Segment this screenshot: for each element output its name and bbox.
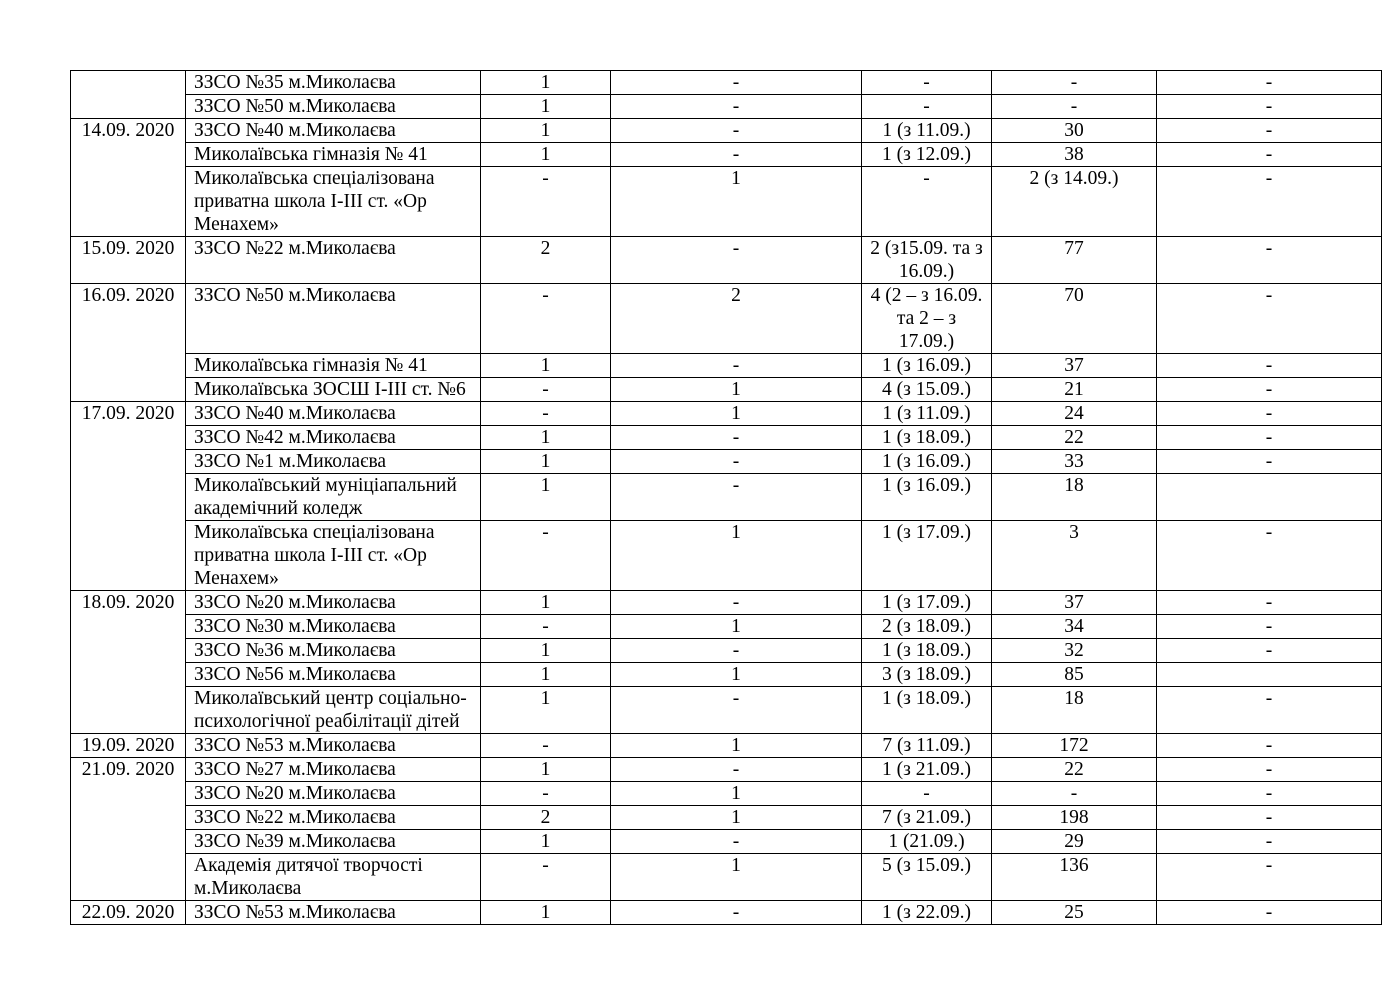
note-cell: - [1157,378,1382,402]
note-cell: - [1157,119,1382,143]
table-row [71,521,1382,591]
table-row [71,854,1382,901]
note-cell: - [1157,95,1382,119]
note-cell: - [1157,402,1382,426]
count-cell: 1 [481,687,611,734]
total-cell: 29 [992,830,1157,854]
total-cell: 25 [992,901,1157,925]
institution-cell: Миколаївська гімназія № 41 [186,143,481,167]
note-cell: - [1157,284,1382,354]
count-cell: 1 [481,95,611,119]
date-cell: 14.09. 2020 [71,119,186,237]
table-row [71,450,1382,474]
count-cell: 2 [481,806,611,830]
table-row [71,95,1382,119]
count-cell: 1 [611,782,862,806]
count-cell: 1 [481,591,611,615]
institution-cell: ЗЗСО №22 м.Миколаєва [186,806,481,830]
total-cell: 136 [992,854,1157,901]
count-cell: - [611,474,862,521]
count-cell: 1 [611,734,862,758]
count-cell: - [481,284,611,354]
date-range-cell: 5 (з 15.09.) [862,854,992,901]
date-range-cell: 1 (21.09.) [862,830,992,854]
date-range-cell: 1 (з 17.09.) [862,591,992,615]
institution-cell: ЗЗСО №20 м.Миколаєва [186,782,481,806]
count-cell: - [481,402,611,426]
table-row [71,119,1382,143]
note-cell: - [1157,450,1382,474]
institution-cell: ЗЗСО №40 м.Миколаєва [186,119,481,143]
count-cell: 1 [611,167,862,237]
table-row [71,71,1382,95]
table-row [71,901,1382,925]
date-range-cell: 1 (з 22.09.) [862,901,992,925]
note-cell: - [1157,591,1382,615]
count-cell: 1 [611,663,862,687]
date-range-cell: - [862,71,992,95]
date-range-cell: 1 (з 11.09.) [862,402,992,426]
table-row [71,402,1382,426]
count-cell: 1 [481,474,611,521]
count-cell: - [481,521,611,591]
total-cell: 172 [992,734,1157,758]
count-cell: - [611,591,862,615]
date-cell [71,71,186,119]
total-cell: 18 [992,687,1157,734]
count-cell: 1 [611,854,862,901]
count-cell: - [611,143,862,167]
total-cell: 18 [992,474,1157,521]
date-range-cell: - [862,95,992,119]
institution-cell: ЗЗСО №56 м.Миколаєва [186,663,481,687]
count-cell: 1 [481,71,611,95]
count-cell: 1 [481,426,611,450]
note-cell: - [1157,615,1382,639]
note-cell [1157,663,1382,687]
note-cell: - [1157,143,1382,167]
note-cell: - [1157,782,1382,806]
table-row [71,615,1382,639]
date-cell: 21.09. 2020 [71,758,186,901]
total-cell: 77 [992,237,1157,284]
count-cell: - [611,901,862,925]
table-row [71,237,1382,284]
total-cell: - [992,71,1157,95]
table-row [71,378,1382,402]
count-cell: 1 [481,450,611,474]
date-range-cell: 1 (з 16.09.) [862,354,992,378]
count-cell: - [611,758,862,782]
date-range-cell: 1 (з 16.09.) [862,474,992,521]
count-cell: - [611,687,862,734]
total-cell: 85 [992,663,1157,687]
date-range-cell: 1 (з 11.09.) [862,119,992,143]
note-cell: - [1157,687,1382,734]
count-cell: - [481,734,611,758]
total-cell: 24 [992,402,1157,426]
institution-cell: ЗЗСО №35 м.Миколаєва [186,71,481,95]
date-range-cell: 2 (з 18.09.) [862,615,992,639]
total-cell: 70 [992,284,1157,354]
institution-cell: ЗЗСО №27 м.Миколаєва [186,758,481,782]
note-cell: - [1157,734,1382,758]
count-cell: - [611,95,862,119]
count-cell: 1 [481,119,611,143]
note-cell [1157,474,1382,521]
date-range-cell: 1 (з 18.09.) [862,687,992,734]
date-range-cell: 4 (з 15.09.) [862,378,992,402]
total-cell: - [992,95,1157,119]
total-cell: 30 [992,119,1157,143]
date-range-cell: 2 (з15.09. та з 16.09.) [862,237,992,284]
count-cell: - [611,119,862,143]
date-cell: 18.09. 2020 [71,591,186,734]
total-cell: 198 [992,806,1157,830]
count-cell: - [481,615,611,639]
count-cell: - [611,426,862,450]
date-cell: 15.09. 2020 [71,237,186,284]
institution-cell: ЗЗСО №53 м.Миколаєва [186,901,481,925]
institution-cell: ЗЗСО №30 м.Миколаєва [186,615,481,639]
institution-cell: Миколаївська ЗОСШ І-ІІІ ст. №6 [186,378,481,402]
total-cell: 32 [992,639,1157,663]
table-row [71,639,1382,663]
date-cell: 17.09. 2020 [71,402,186,591]
count-cell: 2 [481,237,611,284]
total-cell: 22 [992,426,1157,450]
count-cell: 1 [611,521,862,591]
cases-table [70,70,1382,925]
note-cell: - [1157,901,1382,925]
count-cell: - [481,854,611,901]
institution-cell: Миколаївський муніціапальний академічний коледж [186,474,481,521]
note-cell: - [1157,426,1382,450]
count-cell: - [481,782,611,806]
institution-cell: ЗЗСО №36 м.Миколаєва [186,639,481,663]
table-row [71,734,1382,758]
total-cell: 37 [992,354,1157,378]
institution-cell: Миколаївський центр соціально-психологічної реабілітації дітей [186,687,481,734]
institution-cell: ЗЗСО №22 м.Миколаєва [186,237,481,284]
table-row [71,806,1382,830]
date-cell: 22.09. 2020 [71,901,186,925]
count-cell: 1 [481,901,611,925]
institution-cell: Миколаївська спеціалізована приватна школа І-ІІІ ст. «Ор Менахем» [186,521,481,591]
table-row [71,591,1382,615]
note-cell: - [1157,806,1382,830]
total-cell: 38 [992,143,1157,167]
count-cell: - [611,639,862,663]
note-cell: - [1157,521,1382,591]
table-row [71,758,1382,782]
table-row [71,426,1382,450]
date-range-cell: 1 (з 17.09.) [862,521,992,591]
count-cell: 1 [481,143,611,167]
total-cell: 34 [992,615,1157,639]
institution-cell: Миколаївська спеціалізована приватна школа І-ІІІ ст. «Ор Менахем» [186,167,481,237]
table-row [71,284,1382,354]
count-cell: - [611,354,862,378]
note-cell: - [1157,237,1382,284]
total-cell: 33 [992,450,1157,474]
count-cell: 1 [481,830,611,854]
note-cell: - [1157,354,1382,378]
date-range-cell: - [862,167,992,237]
table-body [71,71,1382,925]
count-cell: 1 [611,806,862,830]
count-cell: 1 [611,615,862,639]
total-cell: 3 [992,521,1157,591]
table-row [71,782,1382,806]
note-cell: - [1157,830,1382,854]
table-row [71,663,1382,687]
count-cell: - [611,71,862,95]
date-range-cell: 1 (з 18.09.) [862,426,992,450]
date-range-cell: 1 (з 16.09.) [862,450,992,474]
note-cell: - [1157,639,1382,663]
institution-cell: ЗЗСО №20 м.Миколаєва [186,591,481,615]
date-range-cell: 4 (2 – з 16.09. та 2 – з 17.09.) [862,284,992,354]
count-cell: 2 [611,284,862,354]
count-cell: - [481,167,611,237]
date-cell: 16.09. 2020 [71,284,186,402]
count-cell: - [481,378,611,402]
total-cell: 21 [992,378,1157,402]
count-cell: 1 [481,663,611,687]
date-cell: 19.09. 2020 [71,734,186,758]
total-cell: 2 (з 14.09.) [992,167,1157,237]
date-range-cell: - [862,782,992,806]
count-cell: - [611,450,862,474]
institution-cell: ЗЗСО №1 м.Миколаєва [186,450,481,474]
date-range-cell: 7 (з 11.09.) [862,734,992,758]
count-cell: 1 [481,354,611,378]
institution-cell: Академія дитячої творчості м.Миколаєва [186,854,481,901]
table-row [71,167,1382,237]
institution-cell: ЗЗСО №40 м.Миколаєва [186,402,481,426]
date-range-cell: 7 (з 21.09.) [862,806,992,830]
note-cell: - [1157,71,1382,95]
total-cell: - [992,782,1157,806]
table-row [71,354,1382,378]
total-cell: 37 [992,591,1157,615]
count-cell: 1 [611,378,862,402]
institution-cell: ЗЗСО №50 м.Миколаєва [186,95,481,119]
total-cell: 22 [992,758,1157,782]
date-range-cell: 3 (з 18.09.) [862,663,992,687]
table-row [71,687,1382,734]
count-cell: 1 [611,402,862,426]
note-cell: - [1157,854,1382,901]
institution-cell: ЗЗСО №53 м.Миколаєва [186,734,481,758]
date-range-cell: 1 (з 21.09.) [862,758,992,782]
institution-cell: ЗЗСО №50 м.Миколаєва [186,284,481,354]
institution-cell: ЗЗСО №42 м.Миколаєва [186,426,481,450]
table-row [71,830,1382,854]
date-range-cell: 1 (з 12.09.) [862,143,992,167]
count-cell: - [611,237,862,284]
institution-cell: Миколаївська гімназія № 41 [186,354,481,378]
note-cell: - [1157,758,1382,782]
date-range-cell: 1 (з 18.09.) [862,639,992,663]
count-cell: 1 [481,639,611,663]
table-row [71,143,1382,167]
table-row [71,474,1382,521]
count-cell: 1 [481,758,611,782]
note-cell: - [1157,167,1382,237]
count-cell: - [611,830,862,854]
institution-cell: ЗЗСО №39 м.Миколаєва [186,830,481,854]
